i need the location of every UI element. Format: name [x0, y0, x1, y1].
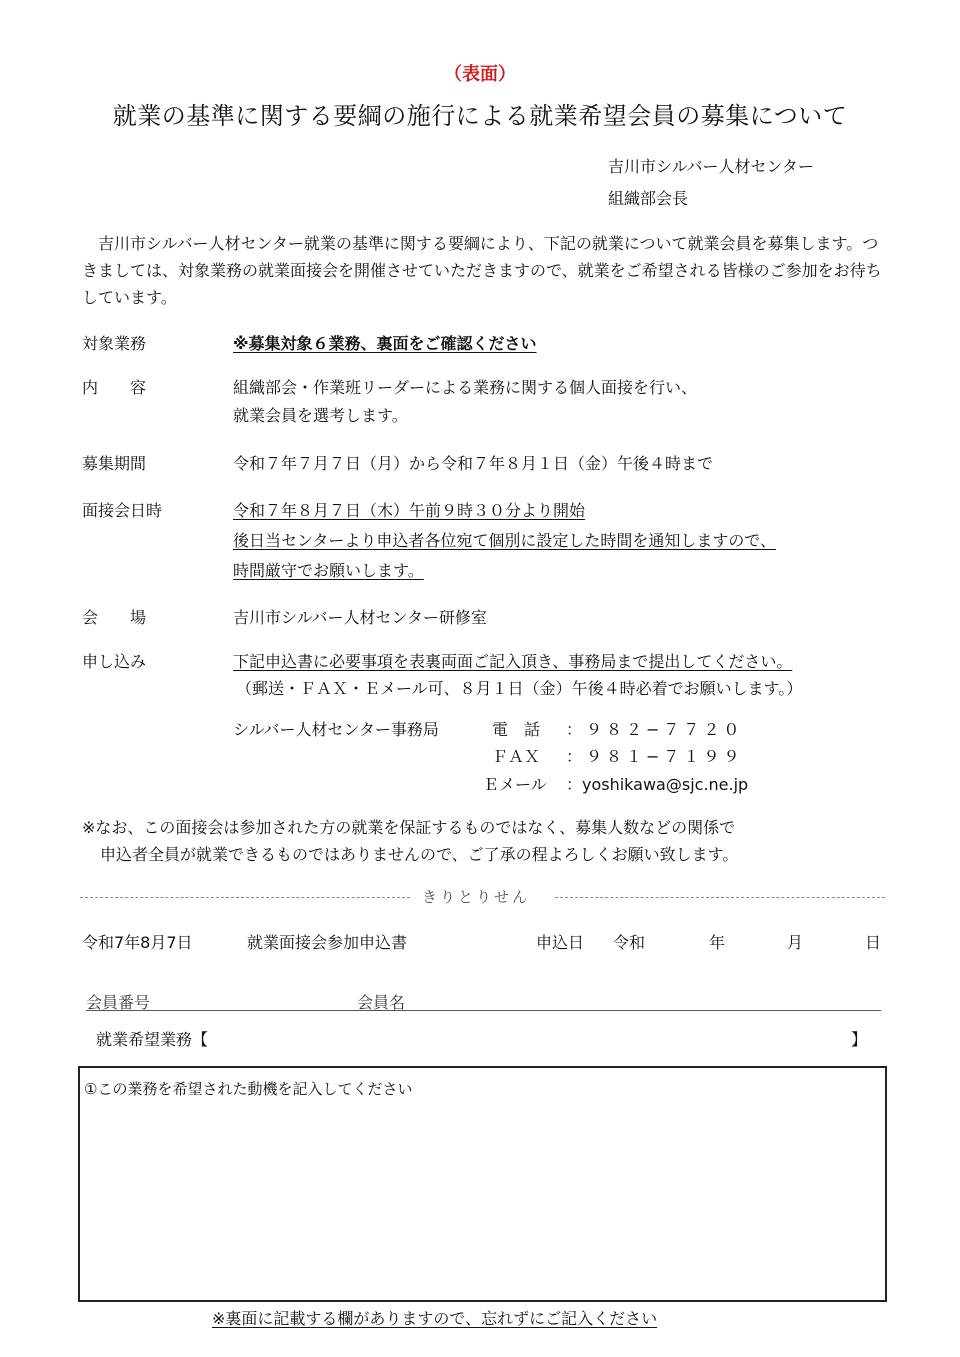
form-date: 令和7年8月7日 — [82, 933, 193, 952]
apply-line-1: 下記申込書に必要事項を表裏両面ご記入頂き、事務局まで提出してください。 — [233, 652, 793, 671]
tel-number: ：９８２−７７２０ — [566, 720, 744, 739]
intro-paragraph: 吉川市シルバー人材センター就業の基準に関する要綱により、下記の就業について就業会員を募集します。つきましては、対象業務の就業面接会を開催させていただきますので、就業をご希望される皆様のご参加をお待ちしています。 — [82, 234, 882, 307]
target-value: ※募集対象６業務、裏面をご確認ください — [233, 334, 537, 353]
office-name: シルバー人材センター事務局 — [233, 720, 439, 739]
venue-value: 吉川市シルバー人材センター研修室 — [233, 608, 487, 627]
period-value: 令和７年７月７日（月）から令和７年８月１日（金）午後４時まで — [233, 454, 714, 473]
interview-line-1: 令和７年８月７日（木）午前９時３０分より開始 — [233, 501, 586, 520]
content-label: 内 容 — [82, 378, 147, 397]
tel-label: 電 話 — [492, 720, 541, 739]
notice-line-2: 申込者全員が就業できるものではありませんので、ご了承の程よろしくお願い致します。 — [100, 845, 739, 864]
venue-label: 会 場 — [82, 608, 147, 627]
motive-textbox[interactable] — [78, 1066, 887, 1302]
email-label: Ｅメール — [483, 775, 547, 794]
interview-label: 面接会日時 — [82, 501, 163, 520]
footer-note: ※裏面に記載する欄がありますので、忘れずにご記入ください — [212, 1309, 658, 1328]
cut-line-right — [555, 897, 885, 898]
period-label: 募集期間 — [82, 454, 147, 473]
applied-day-label[interactable]: 日 — [865, 933, 882, 952]
form-title: 就業面接会参加申込書 — [247, 933, 408, 952]
apply-label: 申し込み — [82, 652, 147, 671]
applied-year-label[interactable]: 年 — [709, 933, 726, 952]
interview-line-3: 時間厳守でお願いします。 — [233, 561, 424, 580]
org-role: 組織部会長 — [608, 189, 689, 208]
cut-line-left — [80, 897, 410, 898]
member-number-field[interactable]: 会員番号 — [86, 993, 151, 1012]
applied-era: 令和 — [613, 933, 646, 952]
cut-label: きりとりせん — [422, 888, 531, 906]
desired-job-close-bracket: 】 — [851, 1030, 868, 1049]
member-underline — [86, 1010, 881, 1011]
applied-date-label: 申込日 — [536, 933, 585, 952]
interview-line-2: 後日当センターより申込者各位宛て個別に設定した時間を通知しますので、 — [233, 531, 777, 550]
fax-label: ＦＡＸ — [492, 747, 541, 766]
side-label: （表面） — [444, 64, 516, 85]
desired-job-field[interactable]: 就業希望業務【 — [96, 1030, 209, 1049]
apply-line-2: （郵送・ＦＡＸ・Ｅメール可、８月１日（金）午後４時必着でお願いします。） — [236, 679, 803, 698]
member-name-field[interactable]: 会員名 — [357, 993, 406, 1012]
org-name: 吉川市シルバー人材センター — [608, 157, 814, 176]
fax-number: ：９８１−７１９９ — [566, 747, 744, 766]
email-address[interactable]: ：yoshikawa@sjc.ne.jp — [566, 775, 749, 794]
motive-label: ①この業務を希望された動機を記入してください — [84, 1080, 413, 1098]
page-title: 就業の基準に関する要綱の施行による就業希望会員の募集について — [112, 102, 848, 130]
target-label: 対象業務 — [82, 334, 147, 353]
applied-month-label[interactable]: 月 — [787, 933, 804, 952]
notice-line-1: ※なお、この面接会は参加された方の就業を保証するものではなく、募集人数などの関係で — [82, 818, 736, 837]
content-line-1: 組織部会・作業班リーダーによる業務に関する個人面接を行い、 — [233, 378, 698, 397]
content-line-2: 就業会員を選考します。 — [233, 406, 408, 425]
